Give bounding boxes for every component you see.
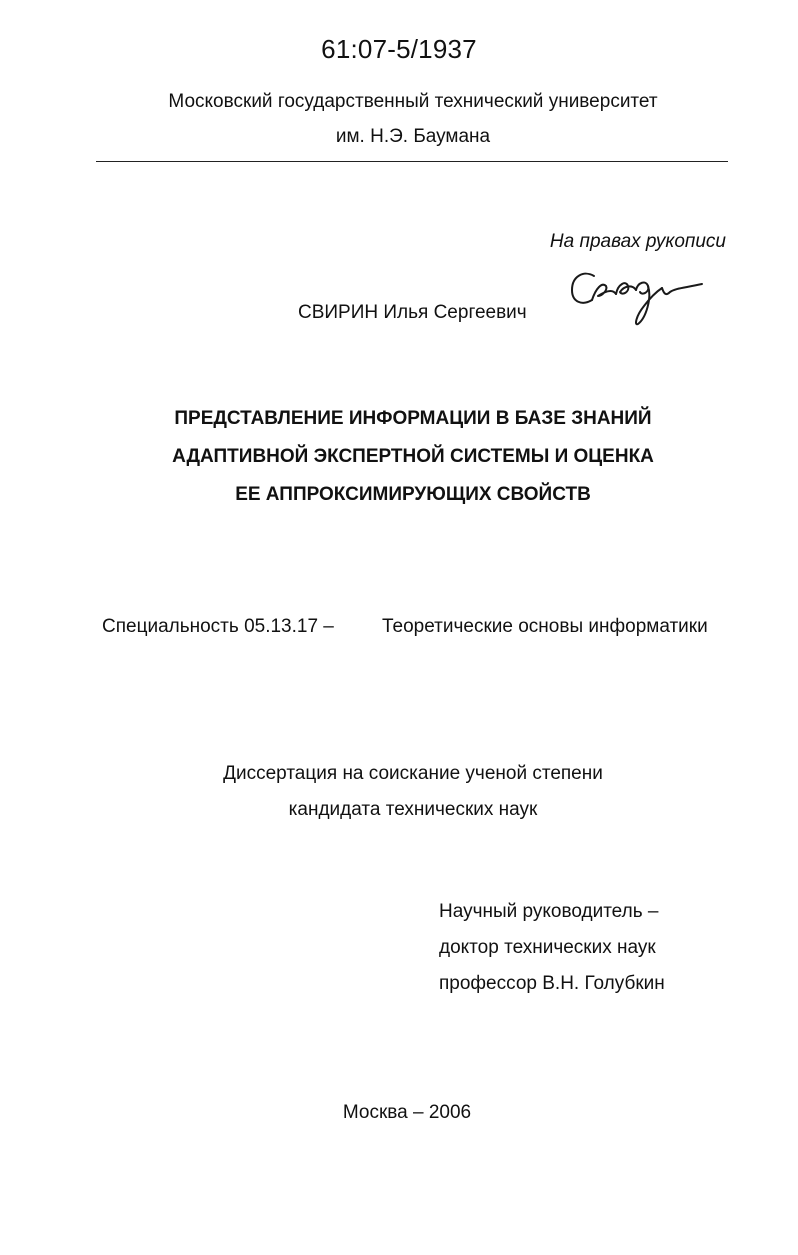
specialty-name: Теоретические основы информатики [382, 616, 708, 637]
title-line: ПРЕДСТАВЛЕНИЕ ИНФОРМАЦИИ В БАЗЕ ЗНАНИЙ [174, 408, 652, 429]
institution-name: Московский государственный технический университет [168, 91, 658, 112]
degree-line: кандидата технических наук [288, 799, 538, 820]
degree-statement [0, 756, 798, 828]
specialty-code: Специальность 05.13.17 – [102, 616, 334, 637]
author-name: СВИРИН Илья Сергеевич [298, 302, 527, 323]
title-line: ЕЕ АППРОКСИМИРУЮЩИХ СВОЙСТВ [235, 484, 591, 505]
scientific-advisor [439, 894, 665, 1002]
city-year: Москва – 2006 [342, 1102, 472, 1123]
advisor-line: доктор технических наук [439, 937, 656, 958]
title-line: АДАПТИВНОЙ ЭКСПЕРТНОЙ СИСТЕМЫ И ОЦЕНКА [172, 446, 654, 467]
advisor-line: Научный руководитель – [439, 901, 659, 922]
handwritten-signature [566, 262, 706, 334]
dissertation-title [0, 400, 798, 514]
advisor-line: профессор В.Н. Голубкин [439, 973, 665, 994]
header-divider [96, 161, 728, 162]
document-code: 61:07-5/1937 [321, 34, 477, 64]
degree-line: Диссертация на соискание ученой степени [223, 763, 603, 784]
institution-dedication: им. Н.Э. Баумана [335, 126, 491, 147]
manuscript-rights-note: На правах рукописи [549, 231, 726, 252]
